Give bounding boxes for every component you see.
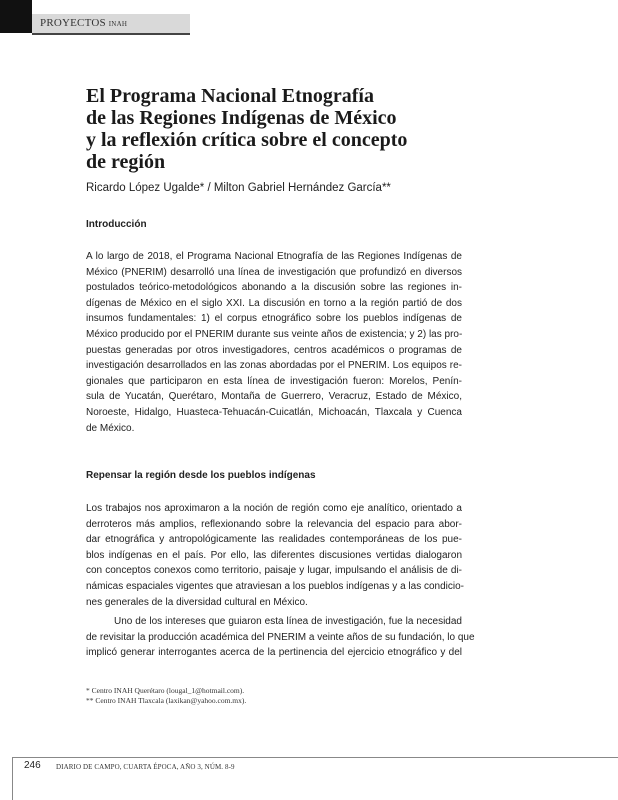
footnote: * Centro INAH Querétaro (lougal_1@hotmail.com). [86, 686, 245, 695]
text-line: Noroeste, Hidalgo, Huasteca-Tehuacán-Cuicatlán, Michoacán, Tlaxcala y Cuenca [86, 406, 462, 418]
text-line: dar etnográfica y antropológicamente las realidades contemporáneas de los pue- [86, 534, 462, 546]
text-line: Uno de los intereses que guiaron esta línea de investigación, fue la necesidad [114, 616, 462, 627]
footer-rule [12, 757, 618, 758]
text-line: námicas espaciales vigentes que atraviesan a los pueblos indígenas y a las condicio- [86, 580, 465, 592]
text-line: postulados teórico-metodológicos abonando a la discusión sobre las regiones in- [86, 282, 462, 294]
section-name: PROYECTOS [40, 17, 106, 29]
text-line: insumos fundamentales: 1) el corpus etnográfico sobre los pueblos indígenas de [86, 313, 462, 325]
text-line: de México. [86, 422, 135, 434]
text-line: investigación desarrollados en las zonas abordadas por el PNERIM. Los equipos re- [86, 360, 462, 372]
text-line: de revisitar la producción académica del PNERIM a veinte años de su fundación, lo que [86, 631, 475, 643]
title-line: de las Regiones Indígenas de México [86, 107, 397, 129]
text-line: Los trabajos nos aproximaron a la noción de región como eje analítico, orientado a [86, 503, 462, 514]
intro-paragraph [86, 249, 462, 436]
text-line: México (PNERIM) desarrolló una línea de investigación que profundizó en diversos [86, 266, 462, 278]
text-line: derroteros más amplios, reflexionando sobre la relevancia del espacio para abor- [86, 518, 462, 530]
title-line: y la reflexión crítica sobre el concepto [86, 129, 408, 151]
section2-paragraph-1 [86, 501, 465, 610]
text-line: nes generales de la diversidad cultural en México. [86, 596, 308, 608]
text-line: dígenas de México en el siglo XXI. La discusión en torno a la región partió de dos [86, 297, 462, 309]
footnote: ** Centro INAH Tlaxcala (laxikan@yahoo.com.mx). [86, 696, 247, 705]
text-line: sula de Yucatán, Querétaro, Montaña de Guerrero, Veracruz, Estado de México, [86, 391, 462, 403]
page-number: 246 [24, 760, 41, 771]
authors: Ricardo López Ugalde* / Milton Gabriel Hernández García** [86, 182, 391, 194]
section2-heading: Repensar la región desde los pueblos indígenas [86, 470, 316, 481]
article-title [86, 85, 486, 173]
text-line: A lo largo de 2018, el Programa Nacional Etnografía de las Regiones Indígenas de [86, 251, 462, 262]
text-line: implicó generar interrogantes acerca de la pertinencia del ejercicio etnográfico y del [86, 647, 462, 659]
title-line: El Programa Nacional Etnografía [86, 85, 374, 107]
intro-heading: Introducción [86, 219, 147, 230]
text-line: México producido por el PNERIM durante sus veinte años de existencia; y 2) las pro- [86, 328, 463, 340]
text-line: con conceptos conexos como territorio, paisaje y lugar, impulsando el análisis de di- [86, 565, 462, 577]
section-suffix: INAH [108, 20, 128, 28]
section2-paragraph-2 [86, 614, 475, 661]
footnotes [86, 686, 246, 706]
corner-block [0, 0, 32, 33]
journal-name: DIARIO DE CAMPO, CUARTA ÉPOCA, AÑO 3, NÚM. 8-9 [56, 763, 235, 771]
footer-side-rule [12, 757, 13, 800]
section-header [40, 17, 127, 29]
text-line: puestas generadas por otros investigadores, centros académicos o programas de [86, 344, 462, 356]
text-line: gionales que participaron en esta línea de investigación fueron: Morelos, Penín- [86, 375, 462, 387]
title-line: de región [86, 151, 166, 173]
text-line: blos indígenas en el país. Por ello, las diferentes discusiones vertidas dialogaron [86, 549, 462, 561]
